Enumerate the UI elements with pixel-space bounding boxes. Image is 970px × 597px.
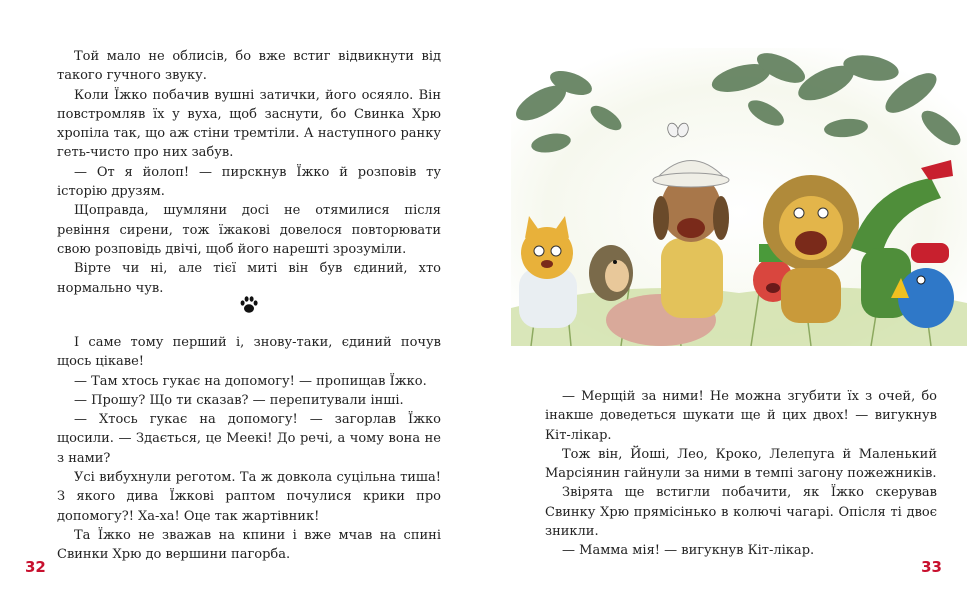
page-number-left: 32 xyxy=(25,558,46,576)
story-illustration xyxy=(511,48,967,346)
paragraph: Та Їжко не зважав на кпини і вже мчав на спині Свинки Хрю до вершини пагорба. xyxy=(57,527,441,563)
hedgehog-character xyxy=(589,245,633,301)
paragraph: — От я йолоп! — пирскнув Їжко й розповів ту історію друзям. xyxy=(57,164,441,200)
paragraph: Щоправда, шумляни досі не отямилися після ревіння сирени, тож їжакові довелося повторювати свою розповідь двічі, щоб його нарешті зрозуміли. xyxy=(57,203,441,257)
paragraph: — Хтось гукає на допомогу! — загорлав Їжко щосили. — Здається, це Меекі! До речі, а чому вона не з нами? xyxy=(57,412,441,466)
paragraph: — Мамма мія! — вигукнув Кіт-лікар. xyxy=(562,543,815,559)
paragraph: Звірята ще встигли побачити, як Їжко скерував Свинку Хрю прямісінько в колючі чагарі. Опісля ті двоє зникли. xyxy=(545,485,937,540)
left-top-text xyxy=(57,47,441,298)
paragraph: Той мало не облисів, бо вже встиг відвикнути від такого гучного звуку. xyxy=(57,49,441,84)
paragraph: Вірте чи ні, але тієї миті він був єдиний, хто нормально чув. xyxy=(57,261,441,296)
paragraph: — Прошу? Що ти сказав? — перепитували інші. xyxy=(74,392,404,408)
left-bottom-text xyxy=(57,333,441,565)
paragraph: Усі вибухнули реготом. Та ж довкола суцільна тиша! З якого дива Їжкові раптом почулися крики про допомогу?! Ха-ха! Оце так жартівник! xyxy=(57,470,441,524)
paragraph: — Мерщій за ними! Не можна згубити їх з очей, бо інакше доведеться шукати ще й цих двох! — вигукнув Кіт-лікар. xyxy=(545,389,937,443)
right-page xyxy=(485,0,970,597)
paw-print-icon xyxy=(238,294,260,316)
paragraph: І саме тому перший і, знову-таки, єдиний почув щось цікаве! xyxy=(57,335,441,370)
page-number-right: 33 xyxy=(921,558,942,576)
right-text xyxy=(545,387,937,561)
paragraph: — Там хтось гукає на допомогу! — пропищав Їжко. xyxy=(74,373,427,389)
paragraph: Коли Їжко побачив вушні затички, його осяяло. Він повстромляв їх у вуха, щоб заснути, бо Свинка Хрю хропіла так, що аж стіни тремтіли. А наступного ранку геть-чисто про них забув. xyxy=(57,87,441,161)
paragraph: Тож він, Йоші, Лео, Кроко, Лелепуга й Маленький Марсіянин гайнули за ними в темпі загону пожежників. xyxy=(545,446,937,482)
